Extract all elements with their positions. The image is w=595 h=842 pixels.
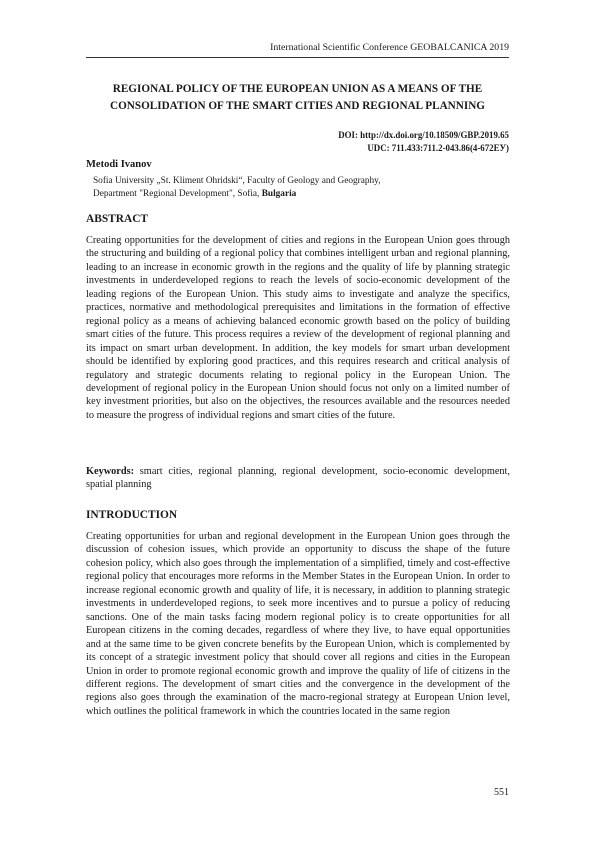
affiliation-line-1: Sofia University „St. Kliment Ohridski“, Faculty of Geology and Geography, xyxy=(93,176,381,186)
affiliation-department: Department "Regional Development", Sofia, xyxy=(93,188,260,199)
author-name: Metodi Ivanov xyxy=(86,159,152,170)
doi-line: DOI: http://dx.doi.org/10.18509/GBP.2019.65 xyxy=(338,130,509,140)
affiliation-country: Bulgaria xyxy=(261,188,297,199)
paper-title: REGIONAL POLICY OF THE EUROPEAN UNION AS A MEANS OF THE CONSOLIDATION OF THE SMART CITIES AND REGIONAL PLANNING xyxy=(110,83,485,112)
abstract-text: Creating opportunities for the development of cities and regions in the European Union goes through the structuring and building of a regional policy that combines intelligent urban and regional planning, leading to an increase in economic growth in the regions and the quality of life by planning strategic investments in underdeveloped regions to reach the levels of socio-economic development of the leading regions of the European Union. This study aims to investigate and analyze the specifics, practices, normative and methodological prerequisites and limitations in the formation of effective regional policy as a means of achieving balanced economic growth based on the policy of building smart cities of the future. This process requires a review of the development of regional planning and its impact on smart urban development. In addition, the key models for smart urban development should be identified by exploring good practices, and this requires research and critical analysis of regulatory and strategic documents relating to regional policy in the European Union. The development of regional policy in the European Union should focus not only on a limited number of key investment priorities, but also on the objectives, the resources available and the resources needed to measure the progress of individual regions and smart cities of the future. xyxy=(86,235,510,421)
introduction-text: Creating opportunities for urban and regional development in the European Union goes through the discussion of cohesion issues, which provide an opportunity to discuss the shape of the future cohesion policy, which also goes through the implementation of a simplified, timely and cost-effective regional policy that encourages more reforms in the Member States in the European Union. In order to increase regional economic growth and quality of life, it is necessary, in addition to planning strategic investments in underdeveloped regions, to seek more incentives and to pursue a policy of reducing sanctions. One of the main tasks facing modern regional policy is to create opportunities for all European citizens in the coming decades, regardless of where they live, to have equal opportunities and at the same time to be given concrete benefits by the European Union, which is complemented by its concept of a strategic investment policy that should cover all regions and cities in the European Union in order to promote regional economic growth and improve the quality of life of citizens in the different regions. The development of smart cities and the convergence in the development of the regions also goes through the examination of the macro-regional strategy at European Union level, which outlines the political framework in which the countries located in the same region xyxy=(86,531,510,717)
introduction-heading: INTRODUCTION xyxy=(86,509,178,521)
affiliation-line-2 xyxy=(93,188,381,201)
keywords xyxy=(86,465,510,492)
abstract-heading: ABSTRACT xyxy=(86,213,149,225)
page-number: 551 xyxy=(494,787,509,798)
doi-block xyxy=(338,129,509,154)
header-rule xyxy=(86,57,509,58)
keywords-label: Keywords: xyxy=(86,466,135,477)
running-header: International Scientific Conference GEOBALCANICA 2019 xyxy=(270,42,509,53)
keywords-text: smart cities, regional planning, regional development, socio-economic development, spatial planning xyxy=(86,466,510,491)
udc-line: UDC: 711.433:711.2-043.86(4-672ЕУ) xyxy=(367,142,509,153)
author-affiliation xyxy=(93,175,381,200)
